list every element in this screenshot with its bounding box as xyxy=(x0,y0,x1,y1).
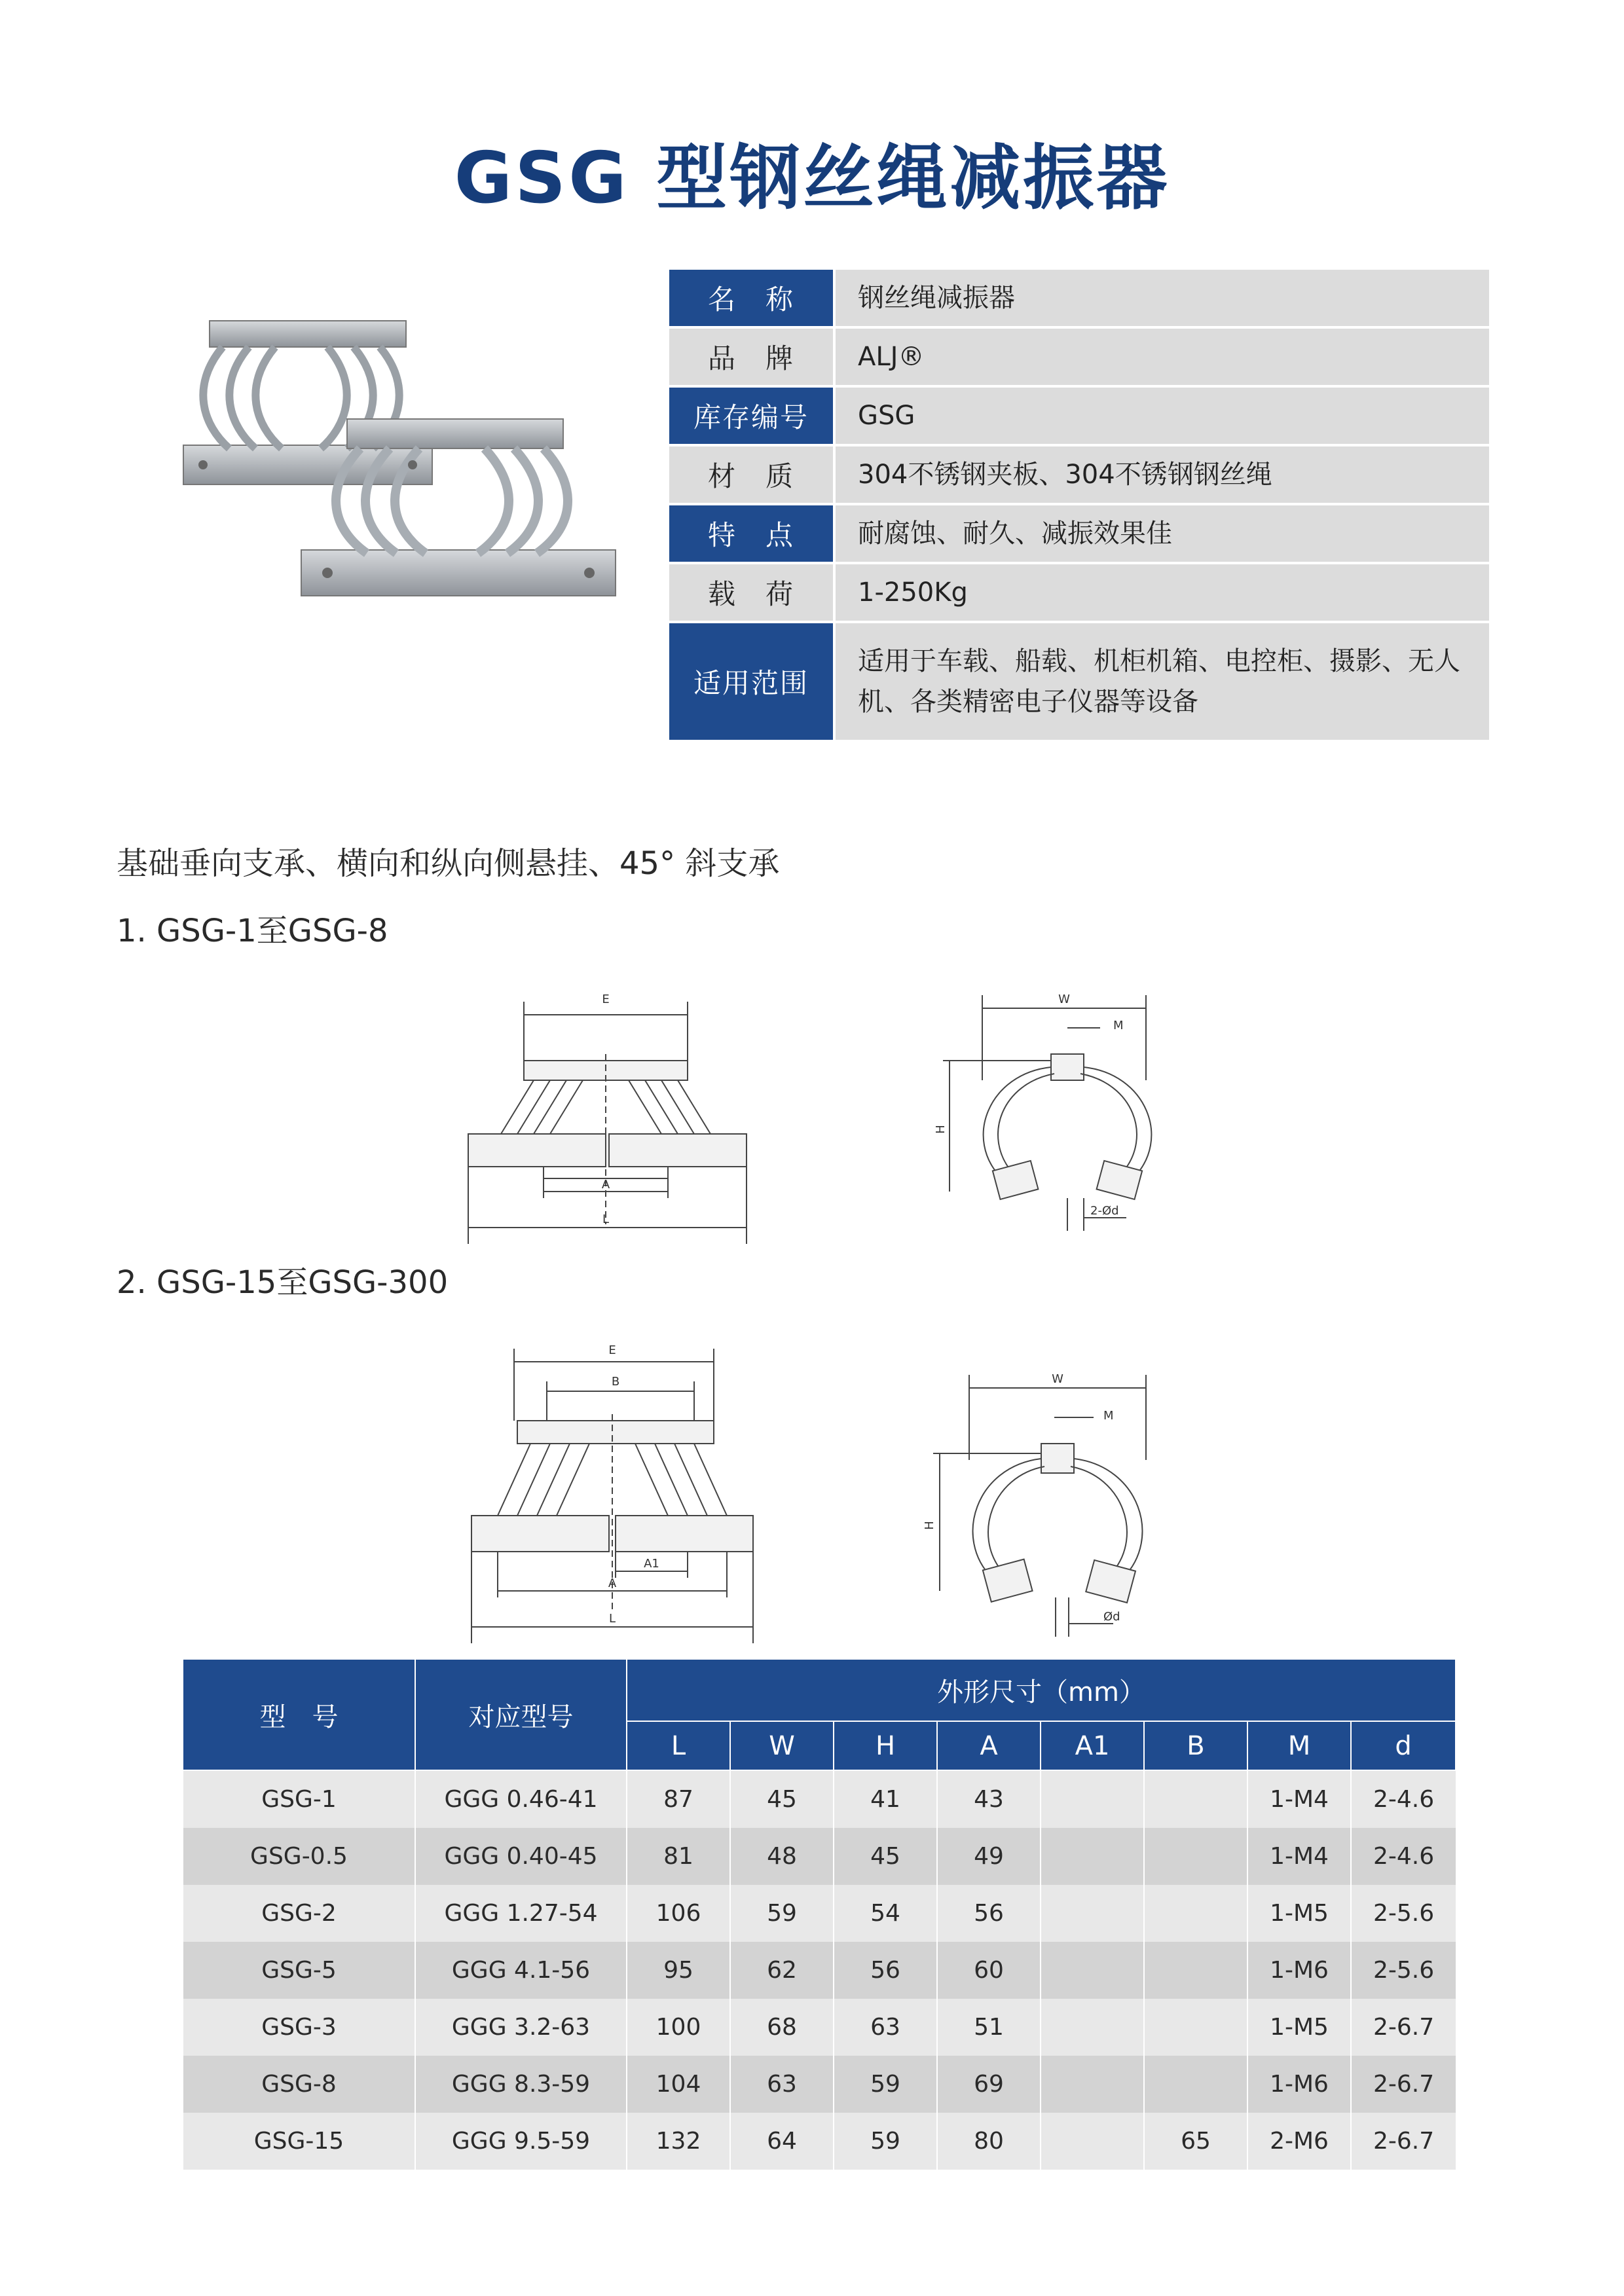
spec-row-feature xyxy=(669,505,1489,564)
table-cell: GGG 0.46-41 xyxy=(415,1770,627,1828)
table-cell: GSG-15 xyxy=(183,2113,415,2170)
table-cell: 2-5.6 xyxy=(1351,1885,1456,1942)
table-cell xyxy=(1144,1999,1247,2056)
table-cell: 1-M6 xyxy=(1247,2056,1351,2113)
table-cell: 43 xyxy=(937,1770,1041,1828)
label-E-2: E xyxy=(608,1343,616,1357)
table-cell xyxy=(1041,2113,1144,2170)
table-cell: 68 xyxy=(730,1999,834,2056)
table-cell: 1-M6 xyxy=(1247,1942,1351,1999)
spec-row-name xyxy=(669,270,1489,329)
table-cell: 60 xyxy=(937,1942,1041,1999)
table-cell: 45 xyxy=(834,1828,937,1885)
table-cell: 95 xyxy=(627,1942,730,1999)
table-cell xyxy=(1041,1999,1144,2056)
table-row xyxy=(183,1828,1456,1885)
label-W: W xyxy=(1058,993,1070,1006)
spec-value-stock: GSG xyxy=(836,388,1489,444)
spec-row-stock xyxy=(669,388,1489,446)
table-cell: 49 xyxy=(937,1828,1041,1885)
table-cell: GSG-5 xyxy=(183,1942,415,1999)
table-cell: 2-M6 xyxy=(1247,2113,1351,2170)
table-cell: 2-6.7 xyxy=(1351,1999,1456,2056)
table-cell: 48 xyxy=(730,1828,834,1885)
table-cell: 132 xyxy=(627,2113,730,2170)
table-cell: 2-6.7 xyxy=(1351,2056,1456,2113)
label-E: E xyxy=(602,993,610,1006)
table-cell: 41 xyxy=(834,1770,937,1828)
label-H: H xyxy=(934,1125,948,1134)
table-cell: 62 xyxy=(730,1942,834,1999)
spec-table xyxy=(669,270,1489,742)
table-row xyxy=(183,2113,1456,2170)
table-cell: GSG-1 xyxy=(183,1770,415,1828)
header-col-W: W xyxy=(730,1721,834,1770)
table-cell: 2-4.6 xyxy=(1351,1770,1456,1828)
header-col-B: B xyxy=(1144,1721,1247,1770)
table-cell: 80 xyxy=(937,2113,1041,2170)
table-cell: 1-M4 xyxy=(1247,1770,1351,1828)
spec-label-load: 载 荷 xyxy=(669,564,836,621)
label-2-phi-d: 2-Ød xyxy=(1090,1204,1119,1218)
spec-value-material: 304不锈钢夹板、304不锈钢钢丝绳 xyxy=(836,446,1489,503)
spec-row-scope xyxy=(669,623,1489,742)
table-cell: 45 xyxy=(730,1770,834,1828)
table-cell: 1-M4 xyxy=(1247,1828,1351,1885)
section-heading-2: 2. GSG-15至GSG-300 xyxy=(117,1264,449,1301)
table-cell xyxy=(1041,1885,1144,1942)
section-heading-1: 1. GSG-1至GSG-8 xyxy=(117,913,388,949)
label-L-2: L xyxy=(608,1612,616,1626)
spec-row-load xyxy=(669,564,1489,623)
label-W-2: W xyxy=(1052,1372,1063,1386)
table-cell: GGG 4.1-56 xyxy=(415,1942,627,1999)
label-A-2: A xyxy=(608,1576,617,1590)
spec-row-material xyxy=(669,446,1489,505)
drawing-front-view-1 xyxy=(930,982,1166,1244)
header-dimensions: 外形尺寸（mm） xyxy=(627,1659,1456,1721)
table-cell xyxy=(1041,1828,1144,1885)
drawing-side-view-2 xyxy=(458,1336,766,1650)
table-cell: GGG 8.3-59 xyxy=(415,2056,627,2113)
label-A1: A1 xyxy=(644,1557,659,1571)
table-cell xyxy=(1144,1828,1247,1885)
table-cell: 56 xyxy=(834,1942,937,1999)
drawing-side-view-1 xyxy=(458,962,753,1250)
table-cell xyxy=(1144,1885,1247,1942)
table-cell: GSG-0.5 xyxy=(183,1828,415,1885)
table-row xyxy=(183,1999,1456,2056)
table-row xyxy=(183,1770,1456,1828)
table-cell xyxy=(1041,2056,1144,2113)
table-cell xyxy=(1144,1942,1247,1999)
table-cell: 100 xyxy=(627,1999,730,2056)
table-cell: 106 xyxy=(627,1885,730,1942)
drawing-front-view-2 xyxy=(917,1368,1166,1643)
header-col-L: L xyxy=(627,1721,730,1770)
spec-value-name: 钢丝绳减振器 xyxy=(836,270,1489,326)
spec-value-load: 1-250Kg xyxy=(836,564,1489,621)
table-cell xyxy=(1144,2056,1247,2113)
page-title: GSG 型钢丝绳减振器 xyxy=(454,137,1170,219)
spec-label-brand: 品 牌 xyxy=(669,329,836,385)
spec-label-stock: 库存编号 xyxy=(669,388,836,444)
table-row xyxy=(183,2056,1456,2113)
table-row xyxy=(183,1942,1456,1999)
label-A: A xyxy=(601,1178,610,1192)
header-col-A: A xyxy=(937,1721,1041,1770)
spec-value-feature: 耐腐蚀、耐久、减振效果佳 xyxy=(836,505,1489,562)
table-cell xyxy=(1144,1770,1247,1828)
table-cell: 59 xyxy=(834,2056,937,2113)
table-cell: GGG 0.40-45 xyxy=(415,1828,627,1885)
header-match-model: 对应型号 xyxy=(415,1659,627,1770)
table-row xyxy=(183,1885,1456,1942)
spec-label-scope: 适用范围 xyxy=(669,623,836,740)
table-cell: GSG-2 xyxy=(183,1885,415,1942)
spec-value-scope: 适用于车载、船载、机柜机箱、电控柜、摄影、无人机、各类精密电子仪器等设备 xyxy=(836,623,1489,740)
table-cell: GSG-8 xyxy=(183,2056,415,2113)
label-phi-d: Ød xyxy=(1103,1610,1120,1624)
table-cell xyxy=(1041,1770,1144,1828)
dimensions-table xyxy=(182,1658,1456,2170)
header-col-M: M xyxy=(1247,1721,1351,1770)
table-cell xyxy=(1041,1942,1144,1999)
table-cell: 56 xyxy=(937,1885,1041,1942)
table-cell: GGG 3.2-63 xyxy=(415,1999,627,2056)
table-cell: GGG 1.27-54 xyxy=(415,1885,627,1942)
table-cell: 1-M5 xyxy=(1247,1999,1351,2056)
header-col-d: d xyxy=(1351,1721,1456,1770)
spec-value-brand: ALJ® xyxy=(836,329,1489,385)
table-cell: 64 xyxy=(730,2113,834,2170)
header-model: 型 号 xyxy=(183,1659,415,1770)
table-cell: 59 xyxy=(834,2113,937,2170)
spec-row-brand xyxy=(669,329,1489,388)
table-cell: 104 xyxy=(627,2056,730,2113)
spec-label-material: 材 质 xyxy=(669,446,836,503)
table-cell: 2-5.6 xyxy=(1351,1942,1456,1999)
label-L: L xyxy=(602,1212,610,1226)
table-cell: GGG 9.5-59 xyxy=(415,2113,627,2170)
table-cell: 1-M5 xyxy=(1247,1885,1351,1942)
table-cell: 2-6.7 xyxy=(1351,2113,1456,2170)
table-cell: 59 xyxy=(730,1885,834,1942)
label-B: B xyxy=(611,1375,620,1389)
table-cell: 63 xyxy=(730,2056,834,2113)
table-cell: 2-4.6 xyxy=(1351,1828,1456,1885)
header-col-H: H xyxy=(834,1721,937,1770)
label-M-2: M xyxy=(1103,1409,1114,1423)
install-description: 基础垂向支承、横向和纵向侧悬挂、45° 斜支承 xyxy=(117,845,780,882)
table-cell: 69 xyxy=(937,2056,1041,2113)
label-M: M xyxy=(1113,1019,1124,1032)
table-cell: 87 xyxy=(627,1770,730,1828)
header-col-A1: A1 xyxy=(1041,1721,1144,1770)
table-cell: GSG-3 xyxy=(183,1999,415,2056)
spec-label-name: 名 称 xyxy=(669,270,836,326)
table-cell: 54 xyxy=(834,1885,937,1942)
spec-label-feature: 特 点 xyxy=(669,505,836,562)
label-H-2: H xyxy=(923,1521,936,1530)
table-cell: 51 xyxy=(937,1999,1041,2056)
table-cell: 63 xyxy=(834,1999,937,2056)
table-cell: 81 xyxy=(627,1828,730,1885)
product-photo xyxy=(131,295,642,609)
table-cell: 65 xyxy=(1144,2113,1247,2170)
